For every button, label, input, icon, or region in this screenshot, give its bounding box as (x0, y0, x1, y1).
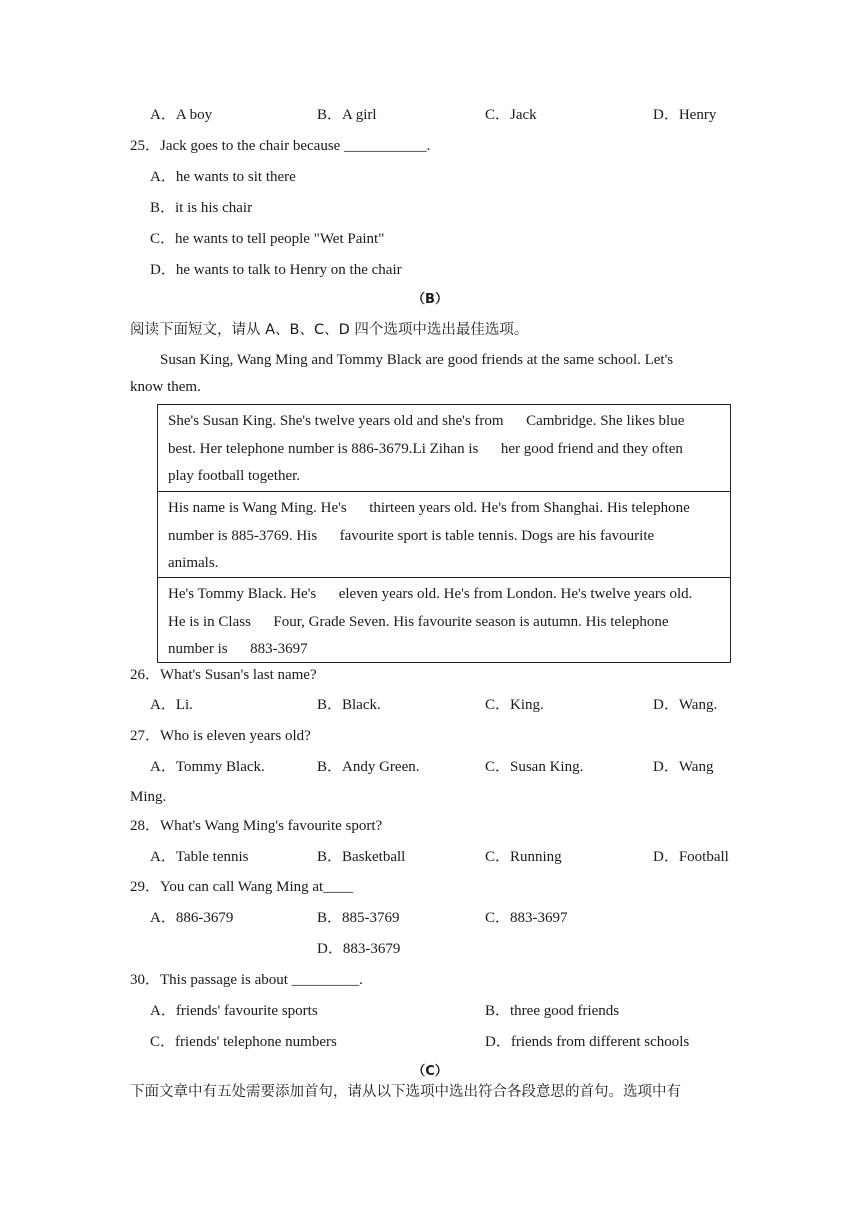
q25-stem: 25．Jack goes to the chair because ___________. (130, 138, 431, 154)
profile-tommy (158, 577, 730, 662)
q27-option-d: D．Wang (653, 759, 714, 775)
profile-line: best. Her telephone number is 886-3679.Li Zihan is her good friend and they often (168, 440, 683, 457)
q25-option-d: D．he wants to talk to Henry on the chair (150, 262, 402, 278)
profile-table (157, 404, 731, 663)
q26-option-d: D．Wang. (653, 697, 718, 713)
q28-option-a: A．Table tennis (150, 849, 249, 865)
profile-line: His name is Wang Ming. He's thirteen years old. He's from Shanghai. His telephone (168, 500, 690, 516)
q26-option-c: C．King. (485, 697, 544, 713)
profile-line: number is 885-3769. His favourite sport is table tennis. Dogs are his favourite (168, 527, 655, 544)
q28-option-c: C．Running (485, 849, 562, 865)
q29-option-b: B．885-3769 (317, 910, 400, 926)
q29-option-d: D．883-3679 (317, 941, 401, 957)
q28-option-b: B．Basketball (317, 849, 406, 865)
q28-option-d: D．Football (653, 849, 729, 865)
q30-stem: 30．This passage is about _________. (130, 972, 363, 988)
q27-option-a: A．Tommy Black. (150, 759, 265, 775)
section-b-intro-line1: Susan King, Wang Ming and Tommy Black are good friends at the same school. Let's (160, 352, 674, 368)
section-b-heading: （B） (412, 292, 448, 307)
q27-stem: 27．Who is eleven years old? (130, 728, 311, 744)
q30-option-a: A．friends' favourite sports (150, 1003, 318, 1019)
q24-option-b: B．A girl (317, 107, 377, 123)
q30-option-b: B．three good friends (485, 1003, 620, 1019)
q26-stem: 26．What's Susan's last name? (130, 667, 317, 683)
profile-line: play football together. (168, 468, 301, 484)
section-b-intro-line2: know them. (130, 379, 201, 395)
q28-stem: 28．What's Wang Ming's favourite sport? (130, 818, 383, 834)
q24-option-d: D．Henry (653, 107, 717, 123)
q26-option-a: A．Li. (150, 697, 193, 713)
q24-option-c: C．Jack (485, 107, 537, 123)
profile-line: He is in Class Four, Grade Seven. His favourite season is autumn. His telephone (168, 613, 669, 630)
profile-line: She's Susan King. She's twelve years old and she's from Cambridge. She likes blue (168, 413, 685, 429)
q25-option-b: B．it is his chair (150, 200, 253, 216)
q29-option-a: A．886-3679 (150, 910, 234, 926)
q27-option-c: C．Susan King. (485, 759, 584, 775)
profile-line: animals. (168, 555, 219, 571)
section-c-instruction: 下面文章中有五处需要添加首句，请从以下选项中选出符合各段意思的首句。选项中有 (130, 1084, 681, 1100)
section-b-instruction: 阅读下面短文，请从 A、B、C、D 四个选项中选出最佳选项。 (130, 322, 529, 338)
q25-option-c: C．he wants to tell people "Wet Paint" (150, 231, 385, 247)
q25-option-a: A．he wants to sit there (150, 169, 296, 185)
q30-option-c: C．friends' telephone numbers (150, 1034, 337, 1050)
q29-option-c: C．883-3697 (485, 910, 568, 926)
profile-line: number is 883-3697 (168, 641, 308, 657)
q29-stem: 29．You can call Wang Ming at____ (130, 879, 354, 895)
q27-option-d-wrap: Ming. (130, 789, 167, 805)
section-c-heading: （C） (412, 1064, 448, 1079)
q24-option-a: A．A boy (150, 107, 213, 123)
profile-wang-ming (158, 491, 730, 577)
q27-option-b: B．Andy Green. (317, 759, 420, 775)
profile-line: He's Tommy Black. He's eleven years old. He's from London. He's twelve years old. (168, 586, 693, 602)
q26-option-b: B．Black. (317, 697, 381, 713)
profile-susan (158, 405, 730, 491)
q30-option-d: D．friends from different schools (485, 1034, 690, 1050)
